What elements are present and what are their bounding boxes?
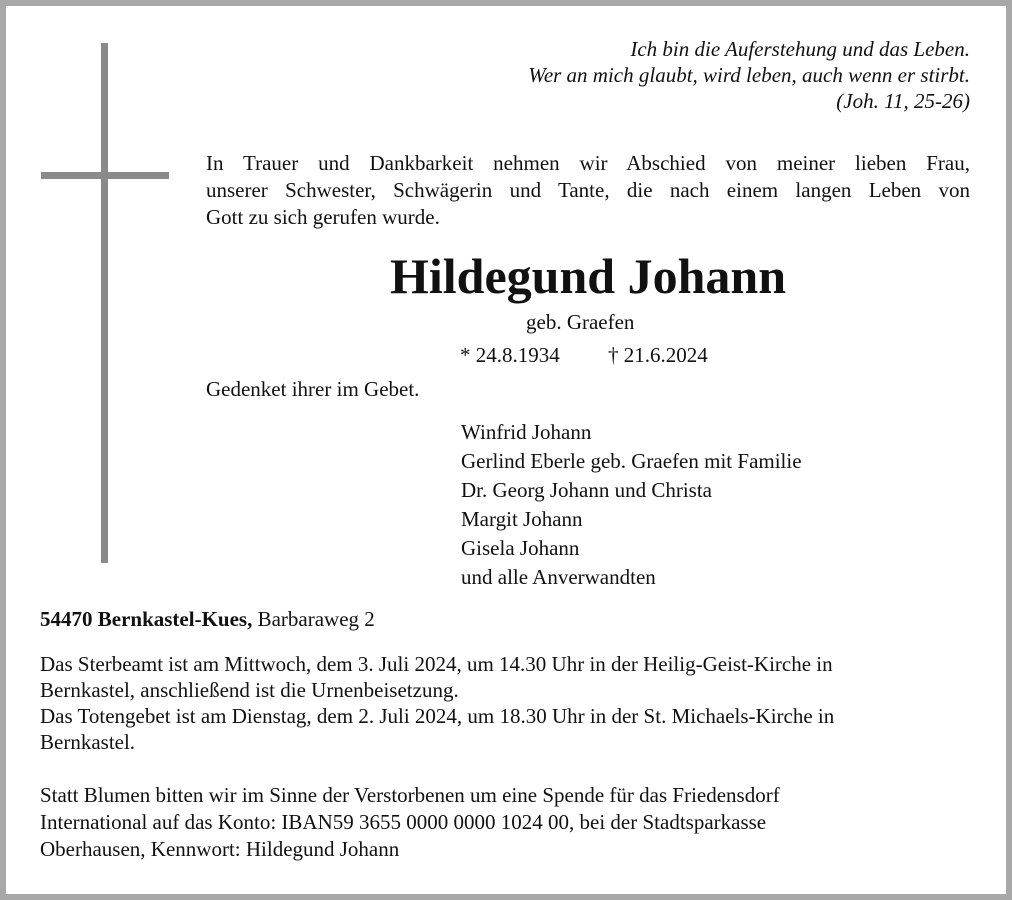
service-line: Das Totengebet ist am Dienstag, dem 2. Juli 2024, um 18.30 Uhr in der St. Michaels-Kirche in bbox=[40, 704, 835, 728]
prayer-line: Gedenket ihrer im Gebet. bbox=[206, 377, 420, 401]
mourner-name: Dr. Georg Johann und Christa bbox=[461, 478, 713, 502]
address bbox=[40, 606, 375, 632]
service-line: Bernkastel, anschließend ist die Urnenbeisetzung. bbox=[40, 678, 459, 702]
mourners-list bbox=[461, 418, 802, 592]
mourner-name: Winfrid Johann bbox=[461, 420, 592, 444]
mourner-name: Gerlind Eberle geb. Graefen mit Familie bbox=[461, 449, 802, 473]
cross-vertical-bar bbox=[101, 43, 108, 563]
verse-line: Wer an mich glaubt, wird leben, auch wenn er stirbt. bbox=[528, 63, 970, 87]
intro-line: In Trauer und Dankbarkeit nehmen wir Abschied von meiner lieben Frau, bbox=[206, 151, 970, 175]
deceased-name: Hildegund Johann bbox=[389, 248, 787, 304]
intro-line: Gott zu sich gerufen wurde. bbox=[206, 205, 440, 229]
donation-line: International auf das Konto: IBAN59 3655 0000 0000 1024 00, bei der Stadtsparkasse bbox=[40, 810, 767, 834]
cross-horizontal-bar bbox=[41, 172, 169, 179]
service-line: Bernkastel. bbox=[40, 730, 136, 754]
donation-line: Oberhausen, Kennwort: Hildegund Johann bbox=[40, 837, 400, 861]
bible-verse bbox=[400, 36, 970, 114]
address-city: 54470 Bernkastel-Kues, bbox=[40, 607, 253, 631]
donation-info bbox=[40, 782, 980, 863]
service-info bbox=[40, 651, 980, 755]
verse-line: Ich bin die Auferstehung und das Leben. bbox=[630, 37, 970, 61]
maiden-name: geb. Graefen bbox=[526, 310, 635, 334]
address-street: Barbaraweg 2 bbox=[257, 607, 375, 631]
mourner-name: Margit Johann bbox=[461, 507, 583, 531]
intro-paragraph bbox=[206, 150, 970, 231]
intro-line: unserer Schwester, Schwägerin und Tante, die nach einem langen Leben von bbox=[206, 178, 970, 202]
mourner-name: und alle Anverwandten bbox=[461, 565, 656, 589]
birth-date: * 24.8.1934 bbox=[460, 343, 560, 367]
death-date: † 21.6.2024 bbox=[608, 343, 708, 367]
donation-line: Statt Blumen bitten wir im Sinne der Verstorbenen um eine Spende für das Friedensdorf bbox=[40, 783, 780, 807]
mourner-name: Gisela Johann bbox=[461, 536, 580, 560]
verse-reference: (Joh. 11, 25-26) bbox=[836, 89, 970, 113]
service-line: Das Sterbeamt ist am Mittwoch, dem 3. Juli 2024, um 14.30 Uhr in der Heilig-Geist-Kirche in bbox=[40, 652, 833, 676]
